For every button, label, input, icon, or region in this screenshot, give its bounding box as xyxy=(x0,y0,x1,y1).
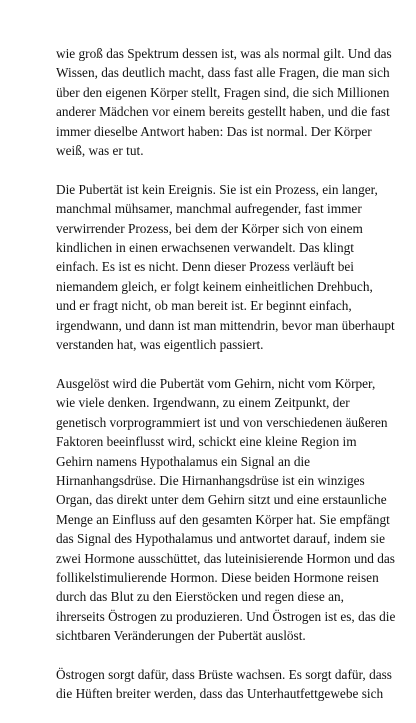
text-line: die Hüften breiter werden, dass das Unterhautfettgewebe sich xyxy=(56,686,384,702)
text-line: und er fragt nicht, ob man bereit ist. Er beginnt einfach, xyxy=(56,298,352,314)
text-line: Wissen, das deutlich macht, dass fast alle Fragen, die man sich xyxy=(56,65,390,81)
text-line: irgendwann, und dann ist man mittendrin, bevor man überhaupt xyxy=(56,317,395,333)
text-line: Menge an Einfluss auf den gesamten Körper hat. Sie empfängt xyxy=(56,511,390,527)
text-line: follikelstimulierende Hormon. Diese beiden Hormone reisen xyxy=(56,569,379,585)
text-line: über den eigenen Körper stellt, Fragen sind, die sich Millionen xyxy=(56,84,390,100)
text-line: wie groß das Spektrum dessen ist, was als normal gilt. Und das xyxy=(56,46,392,61)
text-line: Organ, das direkt unter dem Gehirn sitzt und eine erstaunliche xyxy=(56,492,387,508)
text-line: verwirrender Prozess, bei dem der Körper sich von einem xyxy=(56,220,363,236)
text-column xyxy=(56,44,396,723)
text-line: immer dieselbe Antwort haben: Das ist normal. Der Körper xyxy=(56,123,372,139)
text-line: niemandem gleich, er folgt keinem einheitlichen Drehbuch, xyxy=(56,278,373,294)
text-line: kindlichen in einen erwachsenen verwandelt. Das klingt xyxy=(56,240,354,256)
text-line: einfach. Es ist es nicht. Denn dieser Prozess verläuft bei xyxy=(56,259,354,275)
text-line: das Signal des Hypothalamus und antwortet darauf, indem sie xyxy=(56,531,386,547)
text-line: genetisch vorprogrammiert ist und von verschiedenen äußeren xyxy=(56,414,388,430)
text-line: durch das Blut zu den Eierstöcken und regen diese an, xyxy=(56,589,345,605)
text-line: Die Pubertät ist kein Ereignis. Sie ist ein Prozess, ein langer, xyxy=(56,181,378,197)
text-line: wie viele denken. Irgendwann, zu einem Zeitpunkt, der xyxy=(56,395,350,411)
paragraph-4 xyxy=(56,665,392,704)
paragraph-3 xyxy=(56,374,396,646)
text-line: anderer Mädchen vor einem bereits gestellt haben, und die fast xyxy=(56,104,390,120)
text-line: Gehirn namens Hypothalamus ein Signal an die xyxy=(56,453,311,469)
text-line: ihrerseits Östrogen zu produzieren. Und Östrogen ist es, das die xyxy=(56,608,396,624)
text-line: Faktoren beeinflusst wird, schickt eine kleine Region im xyxy=(56,434,357,450)
text-line: Östrogen sorgt dafür, dass Brüste wachsen. Es sorgt dafür, dass xyxy=(56,666,392,682)
text-line: verstanden hat, was eigentlich passiert. xyxy=(56,337,264,353)
text-line: sichtbaren Veränderungen der Pubertät auslöst. xyxy=(56,628,306,644)
text-line: zwei Hormone ausschüttet, das luteinisierende Hormon und das xyxy=(56,550,395,566)
paragraph-2 xyxy=(56,180,395,355)
text-line: Hirnanhangsdrüse. Die Hirnanhangsdrüse ist ein winziges xyxy=(56,472,365,488)
paragraph-1 xyxy=(56,44,392,160)
text-line: manchmal mühsamer, manchmal aufregender, fast immer xyxy=(56,201,362,217)
text-line: Ausgelöst wird die Pubertät vom Gehirn, nicht vom Körper, xyxy=(56,375,376,391)
text-line: weiß, was er tut. xyxy=(56,143,144,159)
